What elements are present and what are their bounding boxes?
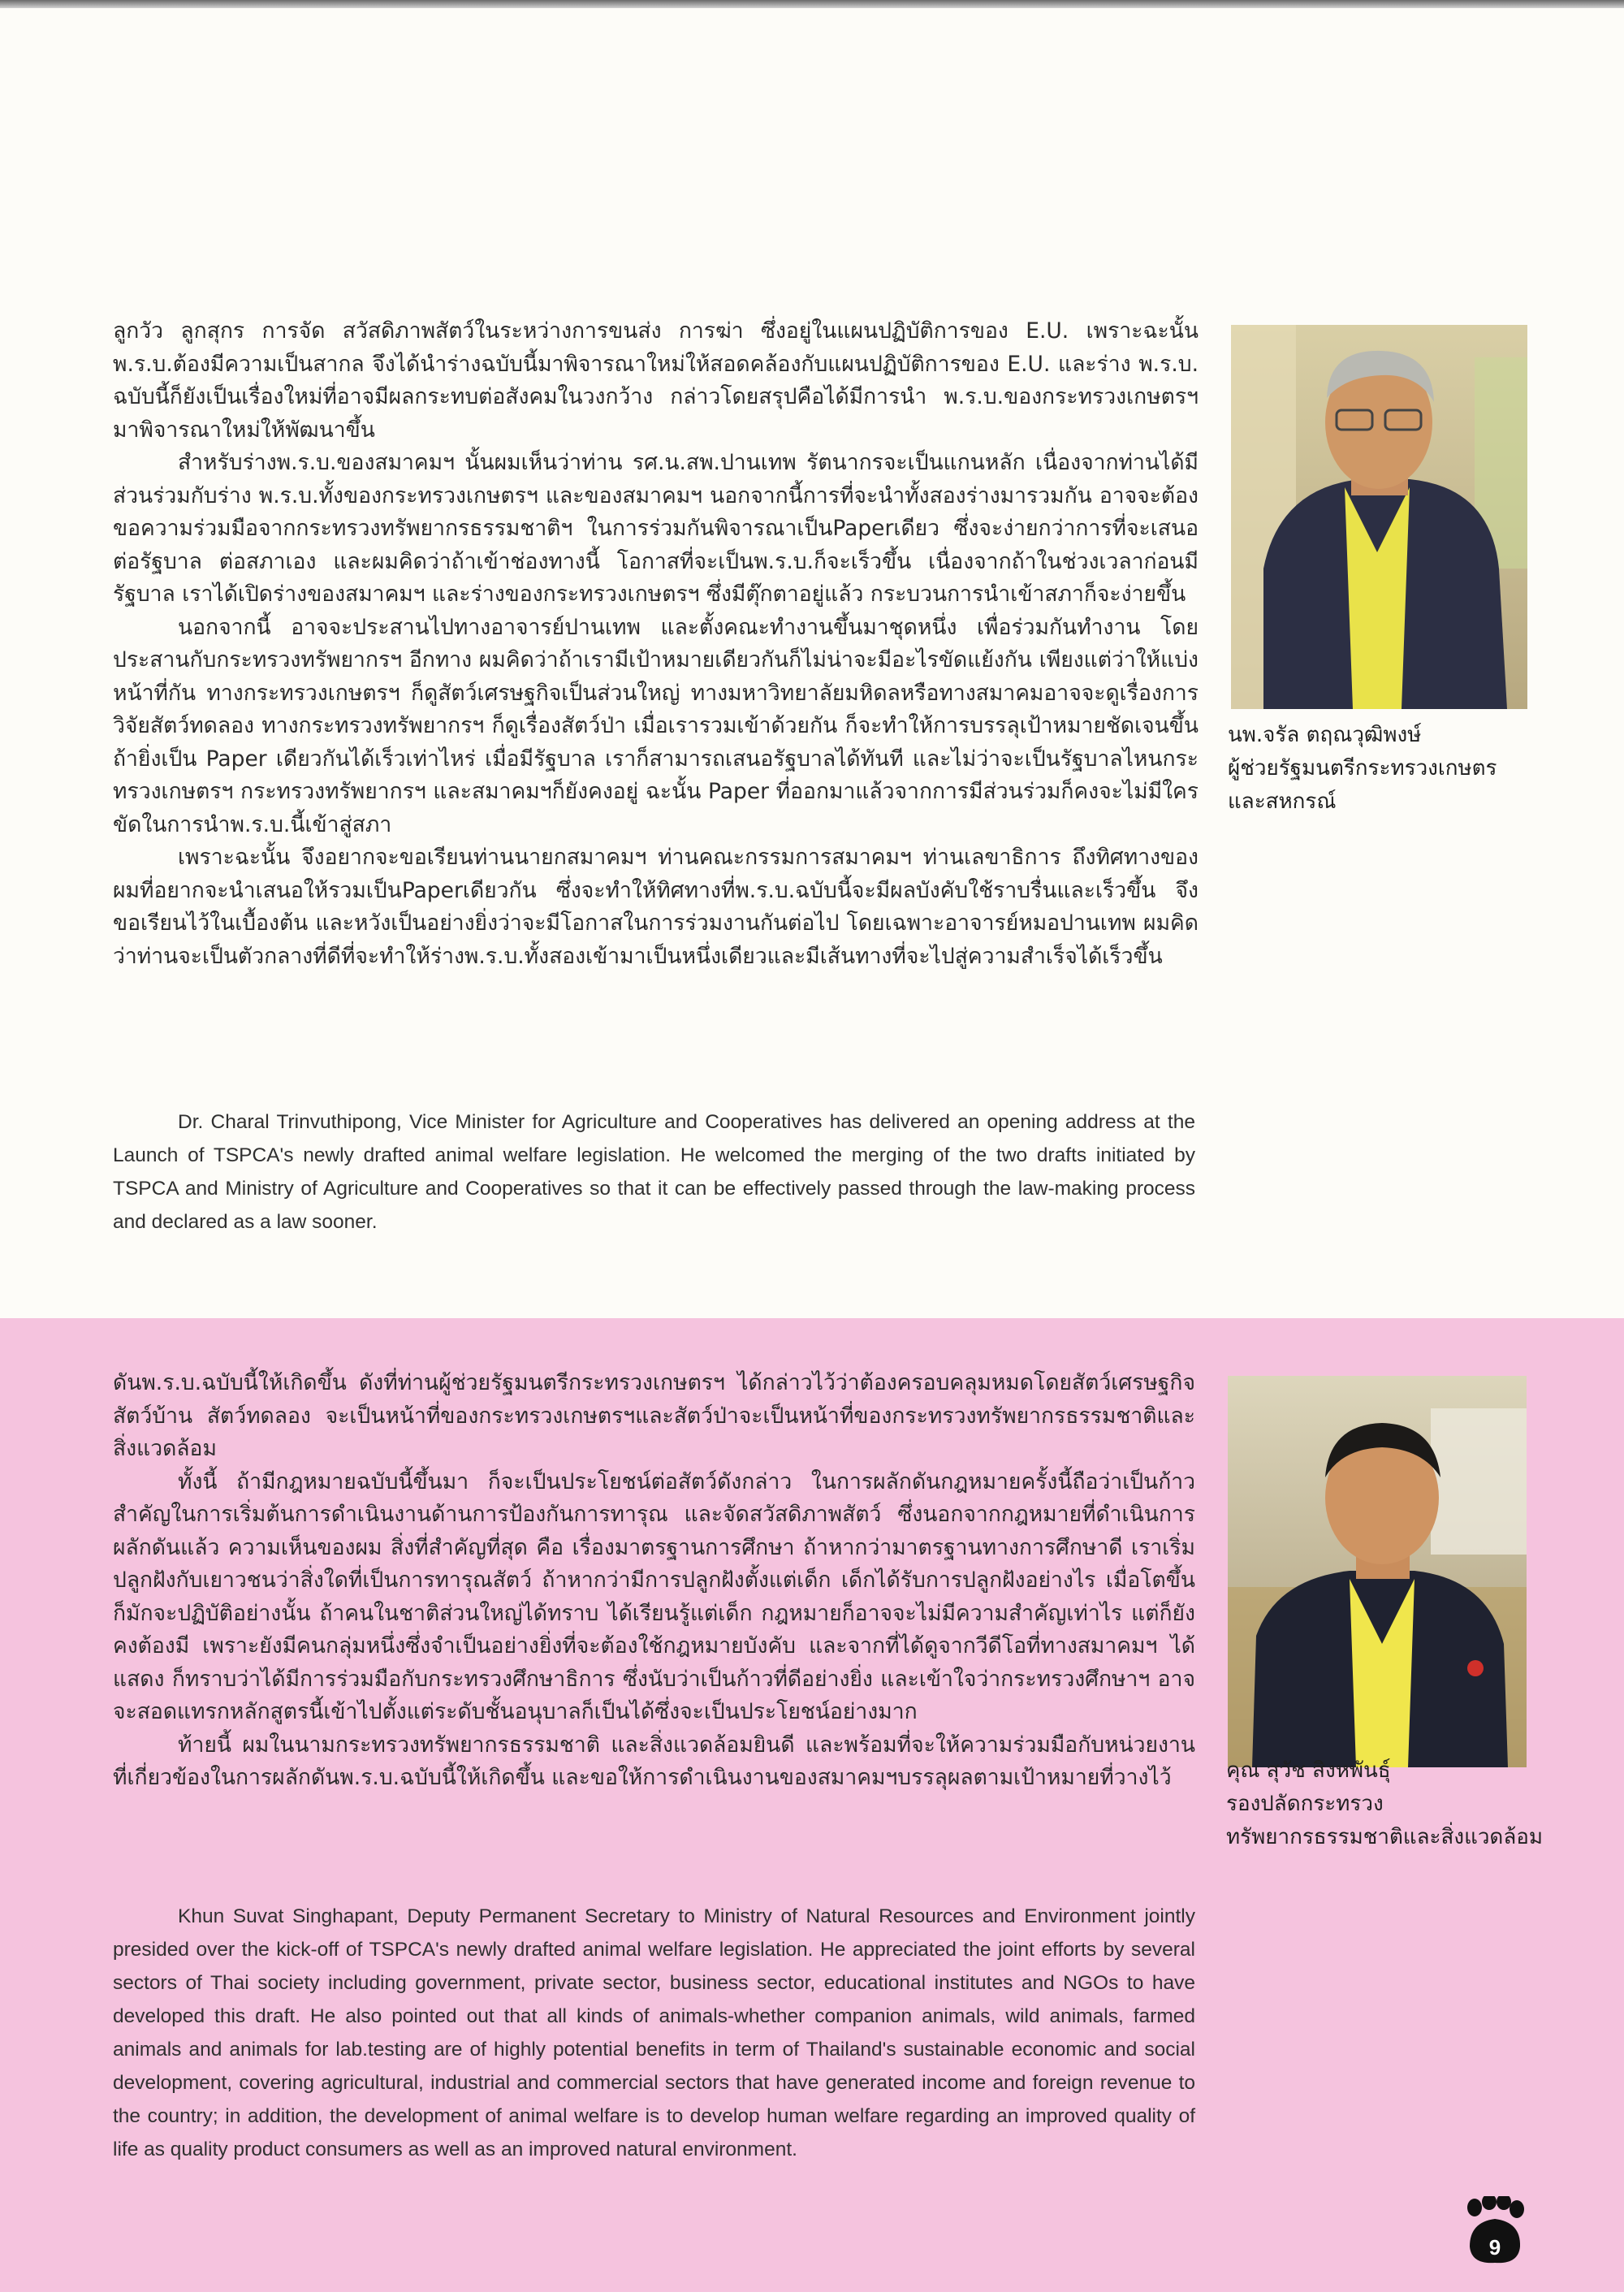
top-edge (0, 0, 1624, 8)
caption-line: ทรัพยากรธรรมชาติและสิ่งแวดล้อม (1226, 1825, 1543, 1849)
caption-line: คุณ สุวัช สิงหพันธุ์ (1226, 1758, 1391, 1783)
page-number-badge (1460, 2196, 1530, 2266)
caption-line: นพ.จรัล ตฤณวุฒิพงษ์ (1228, 723, 1422, 747)
portrait-photo-charal (1231, 325, 1527, 709)
page-number: 9 (1488, 2235, 1501, 2260)
english-paragraph: Khun Suvat Singhapant, Deputy Permanent Secretary to Ministry of Natural Resources and Environment jointly presided over the kick-off of TSPCA's newly drafted animal welfare legislation. He appreciated the joint efforts by several sectors of Thai society including government, private sector, business sector, educational institutes and NGOs to have developed this draft. He also pointed out that all kinds of animals-whether companion animals, wild animals, farmed animals and animals for lab.testing are of highly potential benefits in term of Thailand's sustainable economic and social development, covering agricultural, industrial and commercial sectors that have generated income and foreign revenue to the country; in addition, the development of animal welfare is to develop human welfare regarding an improved quality of life as quality product consumers as well as an improved natural environment. (113, 1905, 1195, 2160)
photo-caption-suvat (1226, 1754, 1543, 1854)
thai-paragraph: นอกจากนี้ อาจจะประสานไปทางอาจารย์ปานเทพ และตั้งคณะทำงานขึ้นมาชุดหนึ่ง เพื่อร่วมกันทำงาน โดยประสานกับกระทรวงทรัพยากรฯ อีกทาง ผมคิดว่าถ้าเรามีเป้าหมายเดียวกันก็ไม่น่าจะมีอะไรขัดแย้งกัน เพียงแต่ว่าให้แบ่งหน้าที่กัน ทางกระทรวงเกษตรฯ ก็ดูสัตว์เศรษฐกิจเป็นส่วนใหญ่ ทางมหาวิทยาลัยมหิดลหรือทางสมาคมอาจจะดูเรื่องการวิจัยสัตว์ทดลอง ทางกระทรวงทรัพยากรฯ ก็ดูเรื่องสัตว์ป่า เมื่อเรารวมเข้าด้วยกัน ก็จะทำให้การบรรลุเป้าหมายชัดเจนขึ้น ถ้ายิ่งเป็น Paper เดียวกันได้เร็วเท่าไหร่ เมื่อมีรัฐบาล เราก็สามารถเสนอรัฐบาลได้ทันที และไม่ว่าจะเป็นรัฐบาลไหนกระทรวงเกษตรฯ กระทรวงทรัพยากรฯ และสมาคมฯก็ยังคงอยู่ ฉะนั้น Paper ที่ออกมาแล้วจากการมีส่วนร่วมก็คงจะไม่มีใครขัดในการนำพ.ร.บ.นี้เข้าสู่สภา (113, 614, 1199, 837)
thai-paragraph: ลูกวัว ลูกสุกร การจัด สวัสดิภาพสัตว์ในระหว่างการขนส่ง การฆ่า ซึ่งอยู่ในแผนปฏิบัติการของ E.U. เพราะฉะนั้น พ.ร.บ.ต้องมีความเป็นสากล จึงได้นำร่างฉบับนี้มาพิจารณาใหม่ให้สอดคล้องกับแผนปฏิบัติการของ E.U. และร่าง พ.ร.บ. ฉบับนี้ก็ยังเป็นเรื่องใหม่ที่อาจมีผลกระทบต่อสังคมในวงกว้าง กล่าวโดยสรุปคือได้มีการนำ พ.ร.บ.ของกระทรวงเกษตรฯ มาพิจารณาใหม่ให้พัฒนาขึ้น (113, 318, 1199, 443)
caption-line: รองปลัดกระทรวง (1226, 1792, 1384, 1816)
thai-paragraph: เพราะฉะนั้น จึงอยากจะขอเรียนท่านนายกสมาคมฯ ท่านคณะกรรมการสมาคมฯ ท่านเลขาธิการ ถึงทิศทางของผมที่อยากจะนำเสนอให้รวมเป็นPaperเดียวกัน ซึ่งจะทำให้ทิศทางที่พ.ร.บ.ฉบับนี้จะมีผลบังคับใช้ราบรื่นและเร็วขึ้น จึงขอเรียนไว้ในเบื้องต้น และหวังเป็นอย่างยิ่งว่าจะมีโอกาสในการร่วมงานกันต่อไป โดยเฉพาะอาจารย์หมอปานเทพ ผมคิดว่าท่านจะเป็นตัวกลางที่ดีที่จะทำให้ร่างพ.ร.บ.ทั้งสองเข้ามาเป็นหนึ่งเดียวและมีเส้นทางที่จะไปสู่ความสำเร็จได้เร็วขึ้น (113, 845, 1199, 969)
photo-caption-charal (1228, 719, 1497, 819)
thai-paragraph: ดันพ.ร.บ.ฉบับนี้ให้เกิดขึ้น ดังที่ท่านผู้ช่วยรัฐมนตรีกระทรวงเกษตรฯ ได้กล่าวไว้ว่าต้องครอบคลุมหมดโดยสัตว์เศรษฐกิจ สัตว์บ้าน สัตว์ทดลอง จะเป็นหน้าที่ของกระทรวงเกษตรฯและสัตว์ป่าจะเป็นหน้าที่ของกระทรวงทรัพยากรธรรมชาติและสิ่งแวดล้อม (113, 1370, 1195, 1461)
top-thai-text (113, 315, 1199, 973)
top-english-text (113, 1105, 1195, 1239)
english-paragraph: Dr. Charal Trinvuthipong, Vice Minister for Agriculture and Cooperatives has delivered an opening address at the Launch of TSPCA's newly drafted animal welfare legislation. He welcomed the merging of the two drafts initiated by TSPCA and Ministry of Agriculture and Cooperatives so that it can be effectively passed through the law-making process and declared as a law sooner. (113, 1111, 1195, 1233)
caption-line: และสหกรณ์ (1228, 789, 1337, 814)
thai-paragraph: ท้ายนี้ ผมในนามกระทรวงทรัพยากรธรรมชาติ และสิ่งแวดล้อมยินดี และพร้อมที่จะให้ความร่วมมือกับหน่วยงานที่เกี่ยวข้องในการผลักดันพ.ร.บ.ฉบับนี้ให้เกิดขึ้น และขอให้การดำเนินงานของสมาคมฯบรรลุผลตามเป้าหมายที่วางไว้ (113, 1732, 1195, 1790)
bottom-thai-text (113, 1367, 1195, 1795)
thai-paragraph: สำหรับร่างพ.ร.บ.ของสมาคมฯ นั้นผมเห็นว่าท่าน รศ.น.สพ.ปานเทพ รัตนากรจะเป็นแกนหลัก เนื่องจากท่านได้มีส่วนร่วมกับร่าง พ.ร.บ.ทั้งของกระทรวงเกษตรฯ และของสมาคมฯ นอกจากนี้การที่จะนำทั้งสองร่างมารวมกัน อาจจะต้องขอความร่วมมือจากกระทรวงทรัพยากรธรรมชาติฯ ในการร่วมกันพิจารณาเป็นPaperเดียว ซึ่งจะง่ายกว่าการที่จะเสนอต่อรัฐบาล ต่อสภาเอง และผมคิดว่าถ้าเข้าช่องทางนี้ โอกาสที่จะเป็นพ.ร.บ.ก็จะเร็วขึ้น เนื่องจากถ้าในช่วงเวลาก่อนมีรัฐบาล เราได้เปิดร่างของสมาคมฯ และร่างของกระทรวงเกษตรฯ ซึ่งมีตุ๊กตาอยู่แล้ว กระบวนการนำเข้าสภาก็จะง่ายขึ้น (113, 450, 1199, 607)
portrait-photo-suvat (1228, 1376, 1527, 1767)
caption-line: ผู้ช่วยรัฐมนตรีกระทรวงเกษตร (1228, 756, 1497, 781)
bottom-english-text (113, 1900, 1195, 2166)
thai-paragraph: ทั้งนี้ ถ้ามีกฎหมายฉบับนี้ขึ้นมา ก็จะเป็นประโยชน์ต่อสัตว์ดังกล่าว ในการผลักดันกฎหมายครั้งนี้ถือว่าเป็นก้าวสำคัญในการเริ่มต้นการดำเนินงานด้านการป้องกันการทารุณ และจัดสวัสดิภาพสัตว์ ซึ่งนอกจากกฎหมายที่ดำเนินการผลักดันแล้ว ความเห็นของผม สิ่งที่สำคัญที่สุด คือ เรื่องมาตรฐานการศึกษา ถ้าหากว่ามาตรฐานทางการศึกษาดี เราเริ่มปลูกฝังกับเยาวชนว่าสิ่งใดที่เป็นการทารุณสัตว์ ถ้าหากว่ามีการปลูกฝังตั้งแต่เด็ก เด็กได้รับการปลูกฝังอย่างไร เมื่อโตขึ้นก็มักจะปฏิบัติอย่างนั้น ถ้าคนในชาติส่วนใหญ่ได้ทราบ ได้เรียนรู้แต่เด็ก กฎหมายก็อาจจะไม่มีความสำคัญเท่าไร แต่ก็ยังคงต้องมี เพราะยังมีคนกลุ่มหนึ่งซึ่งจำเป็นอย่างยิ่งที่จะต้องใช้กฎหมายบังคับ และจากที่ได้ดูจากวีดีโอที่ทางสมาคมฯ ได้แสดง ก็ทราบว่าได้มีการร่วมมือกับกระทรวงศึกษาธิการ ซึ่งนับว่าเป็นก้าวที่ดีอย่างยิ่ง และเข้าใจว่ากระทรวงศึกษาฯ อาจจะสอดแทรกหลักสูตรนี้เข้าไปตั้งแต่ระดับชั้นอนุบาลก็เป็นได้ซึ่งจะเป็นประโยชน์อย่างมาก (113, 1468, 1195, 1724)
